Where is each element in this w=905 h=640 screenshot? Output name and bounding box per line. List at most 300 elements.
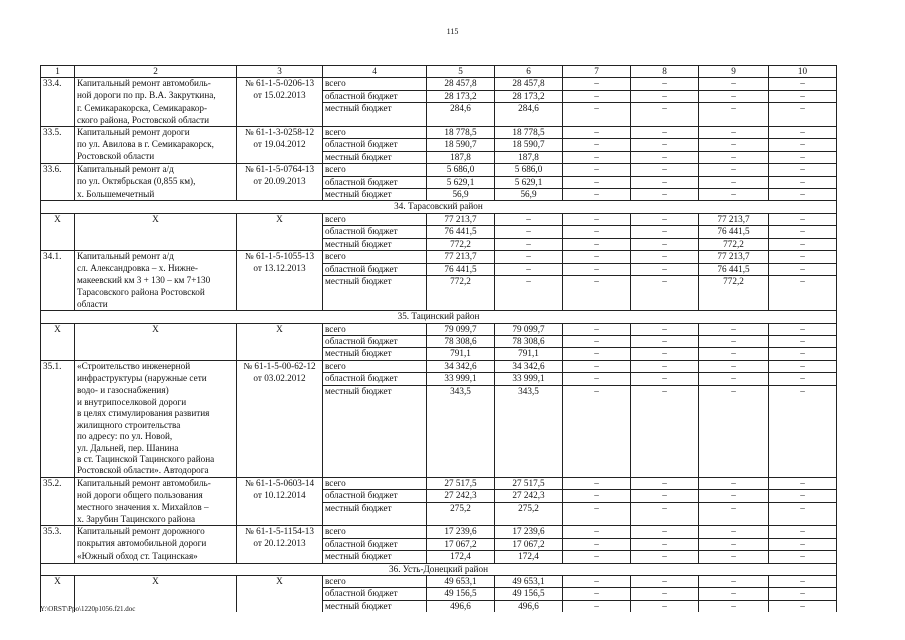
- district-name: 36. Усть-Донецкий район: [41, 563, 837, 575]
- empty-cell: [563, 287, 631, 298]
- table-row: [41, 78, 837, 90]
- column-number: 7: [563, 66, 631, 78]
- registration-cell: [237, 465, 323, 477]
- amount-cell: –: [563, 576, 631, 588]
- amount-cell: –: [631, 263, 699, 275]
- table-row: [41, 385, 837, 397]
- object-name-cell: Капитальный ремонт дороги: [75, 127, 237, 139]
- amount-cell: –: [769, 226, 837, 238]
- budget-source-cell: местный бюджет: [323, 151, 427, 163]
- budget-source-cell: всего: [323, 164, 427, 176]
- object-name-cell: инфраструктуры (наружные сети: [75, 373, 237, 385]
- district-header-row: [41, 311, 837, 323]
- registration-cell: № 61-1-5-1154-13: [237, 526, 323, 538]
- empty-cell: [699, 514, 769, 526]
- amount-cell: –: [631, 189, 699, 201]
- amount-cell: –: [563, 477, 631, 489]
- budget-source-cell: областной бюджет: [323, 226, 427, 238]
- registration-cell: X: [237, 323, 323, 335]
- registration-cell: [237, 600, 323, 612]
- amount-cell: –: [631, 385, 699, 397]
- empty-cell: [769, 299, 837, 311]
- amount-cell: 76 441,5: [427, 226, 495, 238]
- empty-cell: [323, 514, 427, 526]
- registration-cell: № 61-1-3-0258-12: [237, 127, 323, 139]
- amount-cell: –: [769, 127, 837, 139]
- amount-cell: 77 213,7: [427, 213, 495, 225]
- amount-cell: –: [563, 226, 631, 238]
- empty-cell: [563, 465, 631, 477]
- amount-cell: –: [699, 490, 769, 502]
- amount-cell: –: [563, 373, 631, 385]
- empty-cell: [699, 115, 769, 127]
- item-number-cell: 35.3.: [41, 526, 75, 538]
- column-number: 3: [237, 66, 323, 78]
- empty-cell: [563, 397, 631, 408]
- amount-cell: 79 099,7: [427, 323, 495, 335]
- amount-cell: –: [631, 348, 699, 360]
- item-number-cell: 35.1.: [41, 360, 75, 372]
- item-number-cell: 34.1.: [41, 251, 75, 263]
- amount-cell: 791,1: [427, 348, 495, 360]
- amount-cell: –: [631, 78, 699, 90]
- column-number: 9: [699, 66, 769, 78]
- amount-cell: –: [631, 103, 699, 115]
- budget-source-cell: областной бюджет: [323, 335, 427, 347]
- table-row: [41, 335, 837, 347]
- amount-cell: –: [699, 600, 769, 612]
- table-row: [41, 151, 837, 163]
- amount-cell: 17 067,2: [495, 538, 563, 550]
- column-number: 10: [769, 66, 837, 78]
- page-number: 115: [446, 27, 459, 36]
- item-number-cell: [41, 490, 75, 502]
- amount-cell: –: [769, 275, 837, 287]
- budget-source-cell: областной бюджет: [323, 588, 427, 600]
- empty-cell: [495, 408, 563, 419]
- table-row: [41, 465, 837, 477]
- amount-cell: –: [563, 348, 631, 360]
- empty-cell: [427, 287, 495, 298]
- amount-cell: 18 590,7: [495, 139, 563, 151]
- registration-cell: [237, 189, 323, 201]
- amount-cell: 18 590,7: [427, 139, 495, 151]
- amount-cell: 343,5: [427, 385, 495, 397]
- item-number-cell: [41, 454, 75, 465]
- amount-cell: –: [563, 335, 631, 347]
- registration-cell: [237, 335, 323, 347]
- amount-cell: –: [769, 251, 837, 263]
- registration-cell: № 61-1-5-0603-14: [237, 477, 323, 489]
- item-number-cell: [41, 502, 75, 514]
- amount-cell: 56,9: [495, 189, 563, 201]
- empty-cell: [631, 454, 699, 465]
- registration-cell: от 10.12.2014: [237, 490, 323, 502]
- table-row: [41, 139, 837, 151]
- amount-cell: –: [631, 213, 699, 225]
- empty-cell: [563, 443, 631, 454]
- table-row: [41, 275, 837, 287]
- registration-cell: от 03.02.2012: [237, 373, 323, 385]
- column-number: 4: [323, 66, 427, 78]
- empty-cell: [699, 431, 769, 442]
- table-row: [41, 490, 837, 502]
- amount-cell: –: [699, 176, 769, 188]
- amount-cell: 79 099,7: [495, 323, 563, 335]
- amount-cell: –: [631, 576, 699, 588]
- amount-cell: –: [769, 502, 837, 514]
- amount-cell: –: [563, 600, 631, 612]
- object-name-cell: X: [75, 213, 237, 225]
- item-number-cell: [41, 238, 75, 250]
- amount-cell: –: [631, 538, 699, 550]
- empty-cell: [427, 397, 495, 408]
- amount-cell: 187,8: [495, 151, 563, 163]
- amount-cell: 17 067,2: [427, 538, 495, 550]
- amount-cell: –: [563, 323, 631, 335]
- item-number-cell: [41, 408, 75, 419]
- amount-cell: –: [631, 335, 699, 347]
- registration-cell: № 61-1-5-0764-13: [237, 164, 323, 176]
- empty-cell: [563, 299, 631, 311]
- table-row: [41, 164, 837, 176]
- budget-source-cell: всего: [323, 78, 427, 90]
- amount-cell: 27 242,3: [495, 490, 563, 502]
- amount-cell: 343,5: [495, 385, 563, 397]
- registration-cell: от 15.02.2013: [237, 90, 323, 102]
- budget-source-cell: местный бюджет: [323, 189, 427, 201]
- amount-cell: –: [769, 78, 837, 90]
- amount-cell: –: [699, 538, 769, 550]
- object-name-cell: сл. Александровка – х. Нижне-: [75, 263, 237, 275]
- object-name-cell: Капитальный ремонт а/д: [75, 164, 237, 176]
- amount-cell: 76 441,5: [699, 263, 769, 275]
- object-name-cell: [75, 226, 237, 238]
- amount-cell: –: [563, 490, 631, 502]
- item-number-cell: X: [41, 576, 75, 588]
- object-name-cell: по ул. Октябрьская (0,855 км),: [75, 176, 237, 188]
- registration-cell: [237, 226, 323, 238]
- item-number-cell: 33.5.: [41, 127, 75, 139]
- empty-cell: [495, 115, 563, 127]
- object-name-cell: [75, 238, 237, 250]
- item-number-cell: [41, 151, 75, 163]
- amount-cell: –: [699, 373, 769, 385]
- amount-cell: –: [769, 103, 837, 115]
- amount-cell: –: [563, 263, 631, 275]
- district-header-row: [41, 201, 837, 213]
- empty-cell: [699, 287, 769, 298]
- amount-cell: 27 517,5: [495, 477, 563, 489]
- budget-source-cell: местный бюджет: [323, 103, 427, 115]
- object-name-cell: X: [75, 323, 237, 335]
- column-number: 1: [41, 66, 75, 78]
- empty-cell: [323, 420, 427, 431]
- amount-cell: –: [563, 385, 631, 397]
- object-name-cell: Ростовской области: [75, 151, 237, 163]
- amount-cell: –: [563, 164, 631, 176]
- empty-cell: [699, 443, 769, 454]
- amount-cell: 27 242,3: [427, 490, 495, 502]
- registration-cell: [237, 514, 323, 526]
- amount-cell: 34 342,6: [427, 360, 495, 372]
- empty-cell: [631, 514, 699, 526]
- registration-cell: [237, 348, 323, 360]
- empty-cell: [495, 514, 563, 526]
- empty-cell: [631, 420, 699, 431]
- column-number: 8: [631, 66, 699, 78]
- table-row: [41, 502, 837, 514]
- amount-cell: 275,2: [427, 502, 495, 514]
- file-path-footer: Y:\ORST\Ppo\1220p1056.f21.doc: [40, 605, 136, 613]
- registration-cell: [237, 502, 323, 514]
- table-row: [41, 408, 837, 419]
- amount-cell: –: [563, 90, 631, 102]
- amount-cell: 28 457,8: [495, 78, 563, 90]
- empty-cell: [769, 420, 837, 431]
- amount-cell: 5 686,0: [427, 164, 495, 176]
- amount-cell: –: [563, 360, 631, 372]
- amount-cell: 284,6: [495, 103, 563, 115]
- item-number-cell: 35.2.: [41, 477, 75, 489]
- amount-cell: –: [631, 490, 699, 502]
- amount-cell: –: [769, 323, 837, 335]
- amount-cell: –: [699, 502, 769, 514]
- object-name-cell: Капитальный ремонт а/д: [75, 251, 237, 263]
- item-number-cell: [41, 538, 75, 550]
- empty-cell: [769, 397, 837, 408]
- empty-cell: [495, 465, 563, 477]
- object-name-cell: [75, 588, 237, 600]
- object-name-cell: покрытия автомобильной дороги: [75, 538, 237, 550]
- empty-cell: [323, 397, 427, 408]
- registration-cell: № 61-1-5-1055-13: [237, 251, 323, 263]
- budget-source-cell: всего: [323, 477, 427, 489]
- empty-cell: [769, 443, 837, 454]
- item-number-cell: [41, 287, 75, 298]
- registration-cell: [237, 238, 323, 250]
- table-row: [41, 477, 837, 489]
- amount-cell: 28 457,8: [427, 78, 495, 90]
- amount-cell: –: [699, 385, 769, 397]
- amount-cell: –: [563, 176, 631, 188]
- registration-cell: [237, 588, 323, 600]
- amount-cell: –: [631, 502, 699, 514]
- item-number-cell: [41, 176, 75, 188]
- table-row: [41, 176, 837, 188]
- item-number-cell: [41, 588, 75, 600]
- object-name-cell: по ул. Авилова в г. Семикаракорск,: [75, 139, 237, 151]
- empty-cell: [699, 454, 769, 465]
- amount-cell: 49 156,5: [495, 588, 563, 600]
- item-number-cell: X: [41, 213, 75, 225]
- registration-cell: [237, 443, 323, 454]
- amount-cell: –: [769, 385, 837, 397]
- amount-cell: 172,4: [427, 551, 495, 563]
- amount-cell: –: [563, 251, 631, 263]
- registration-cell: [237, 275, 323, 287]
- amount-cell: 28 173,2: [495, 90, 563, 102]
- item-number-cell: [41, 263, 75, 275]
- object-name-cell: области: [75, 299, 237, 311]
- amount-cell: –: [563, 238, 631, 250]
- empty-cell: [631, 431, 699, 442]
- empty-cell: [769, 408, 837, 419]
- amount-cell: –: [699, 477, 769, 489]
- object-name-cell: ной дороги по пр. В.А. Закруткина,: [75, 90, 237, 102]
- budget-source-cell: всего: [323, 251, 427, 263]
- object-name-cell: местного значения х. Михайлов –: [75, 502, 237, 514]
- empty-cell: [427, 420, 495, 431]
- empty-cell: [495, 397, 563, 408]
- table-row: [41, 526, 837, 538]
- amount-cell: –: [631, 251, 699, 263]
- empty-cell: [495, 299, 563, 311]
- empty-cell: [699, 420, 769, 431]
- amount-cell: –: [563, 588, 631, 600]
- amount-cell: –: [563, 127, 631, 139]
- amount-cell: –: [699, 90, 769, 102]
- empty-cell: [427, 443, 495, 454]
- table-row: [41, 373, 837, 385]
- amount-cell: 172,4: [495, 551, 563, 563]
- column-number: 6: [495, 66, 563, 78]
- registration-cell: [237, 551, 323, 563]
- budget-table: [40, 65, 837, 612]
- amount-cell: –: [699, 103, 769, 115]
- object-name-cell: жилищного строительства: [75, 420, 237, 431]
- amount-cell: –: [769, 360, 837, 372]
- table-row: [41, 551, 837, 563]
- amount-cell: –: [631, 373, 699, 385]
- district-name: 34. Тарасовский район: [41, 201, 837, 213]
- empty-cell: [563, 454, 631, 465]
- amount-cell: 49 156,5: [427, 588, 495, 600]
- amount-cell: –: [495, 275, 563, 287]
- object-name-cell: по адресу: по ул. Новой,: [75, 431, 237, 442]
- empty-cell: [563, 408, 631, 419]
- table-row: [41, 431, 837, 442]
- amount-cell: 284,6: [427, 103, 495, 115]
- object-name-cell: «Южный обход ст. Тацинская»: [75, 551, 237, 563]
- registration-cell: от 20.09.2013: [237, 176, 323, 188]
- empty-cell: [495, 454, 563, 465]
- registration-cell: от 20.12.2013: [237, 538, 323, 550]
- object-name-cell: водо- и газоснабжения): [75, 385, 237, 397]
- item-number-cell: [41, 299, 75, 311]
- table-row: [41, 263, 837, 275]
- item-number-cell: 33.6.: [41, 164, 75, 176]
- empty-cell: [323, 431, 427, 442]
- column-number: 2: [75, 66, 237, 78]
- empty-cell: [699, 299, 769, 311]
- amount-cell: 496,6: [495, 600, 563, 612]
- amount-cell: 76 441,5: [699, 226, 769, 238]
- object-name-cell: х. Большемечетный: [75, 189, 237, 201]
- object-name-cell: [75, 348, 237, 360]
- amount-cell: 17 239,6: [495, 526, 563, 538]
- amount-cell: –: [495, 213, 563, 225]
- amount-cell: –: [769, 348, 837, 360]
- object-name-cell: и внутрипоселковой дороги: [75, 397, 237, 408]
- amount-cell: –: [495, 263, 563, 275]
- empty-cell: [699, 408, 769, 419]
- item-number-cell: [41, 189, 75, 201]
- amount-cell: –: [769, 526, 837, 538]
- registration-cell: X: [237, 576, 323, 588]
- amount-cell: –: [769, 164, 837, 176]
- amount-cell: –: [769, 335, 837, 347]
- registration-cell: [237, 115, 323, 127]
- amount-cell: 76 441,5: [427, 263, 495, 275]
- amount-cell: –: [699, 551, 769, 563]
- amount-cell: –: [631, 477, 699, 489]
- object-name-cell: X: [75, 576, 237, 588]
- amount-cell: –: [563, 275, 631, 287]
- object-name-cell: макеевский км 3 + 130 – км 7+130: [75, 275, 237, 287]
- object-name-cell: Ростовской области». Автодорога: [75, 465, 237, 477]
- amount-cell: –: [495, 251, 563, 263]
- table-row: [41, 588, 837, 600]
- table-row: [41, 514, 837, 526]
- empty-cell: [563, 420, 631, 431]
- empty-cell: [631, 465, 699, 477]
- amount-cell: –: [769, 176, 837, 188]
- amount-cell: –: [495, 226, 563, 238]
- amount-cell: –: [563, 502, 631, 514]
- amount-cell: –: [631, 588, 699, 600]
- object-name-cell: Капитальный ремонт дорожного: [75, 526, 237, 538]
- amount-cell: –: [699, 139, 769, 151]
- amount-cell: –: [769, 263, 837, 275]
- amount-cell: –: [631, 323, 699, 335]
- amount-cell: 33 999,1: [427, 373, 495, 385]
- item-number-cell: [41, 397, 75, 408]
- empty-cell: [495, 431, 563, 442]
- amount-cell: –: [769, 213, 837, 225]
- object-name-cell: ной дороги общего пользования: [75, 490, 237, 502]
- item-number-cell: [41, 103, 75, 115]
- item-number-cell: [41, 139, 75, 151]
- empty-cell: [427, 431, 495, 442]
- amount-cell: –: [699, 78, 769, 90]
- object-name-cell: ул. Дальней, пер. Шанина: [75, 443, 237, 454]
- amount-cell: 5 686,0: [495, 164, 563, 176]
- empty-cell: [323, 299, 427, 311]
- amount-cell: 496,6: [427, 600, 495, 612]
- object-name-cell: «Строительство инженерной: [75, 360, 237, 372]
- amount-cell: –: [631, 275, 699, 287]
- empty-cell: [769, 287, 837, 298]
- amount-cell: –: [769, 238, 837, 250]
- item-number-cell: [41, 275, 75, 287]
- item-number-cell: [41, 443, 75, 454]
- table-row: [41, 238, 837, 250]
- registration-cell: № 61-1-5-0206-13: [237, 78, 323, 90]
- amount-cell: –: [563, 103, 631, 115]
- amount-cell: 772,2: [699, 238, 769, 250]
- amount-cell: 78 308,6: [495, 335, 563, 347]
- object-name-cell: в целях стимулирования развития: [75, 408, 237, 419]
- item-number-cell: [41, 115, 75, 127]
- registration-cell: [237, 420, 323, 431]
- amount-cell: –: [563, 551, 631, 563]
- amount-cell: –: [631, 551, 699, 563]
- empty-cell: [323, 408, 427, 419]
- registration-cell: [237, 397, 323, 408]
- amount-cell: –: [699, 127, 769, 139]
- amount-cell: –: [769, 576, 837, 588]
